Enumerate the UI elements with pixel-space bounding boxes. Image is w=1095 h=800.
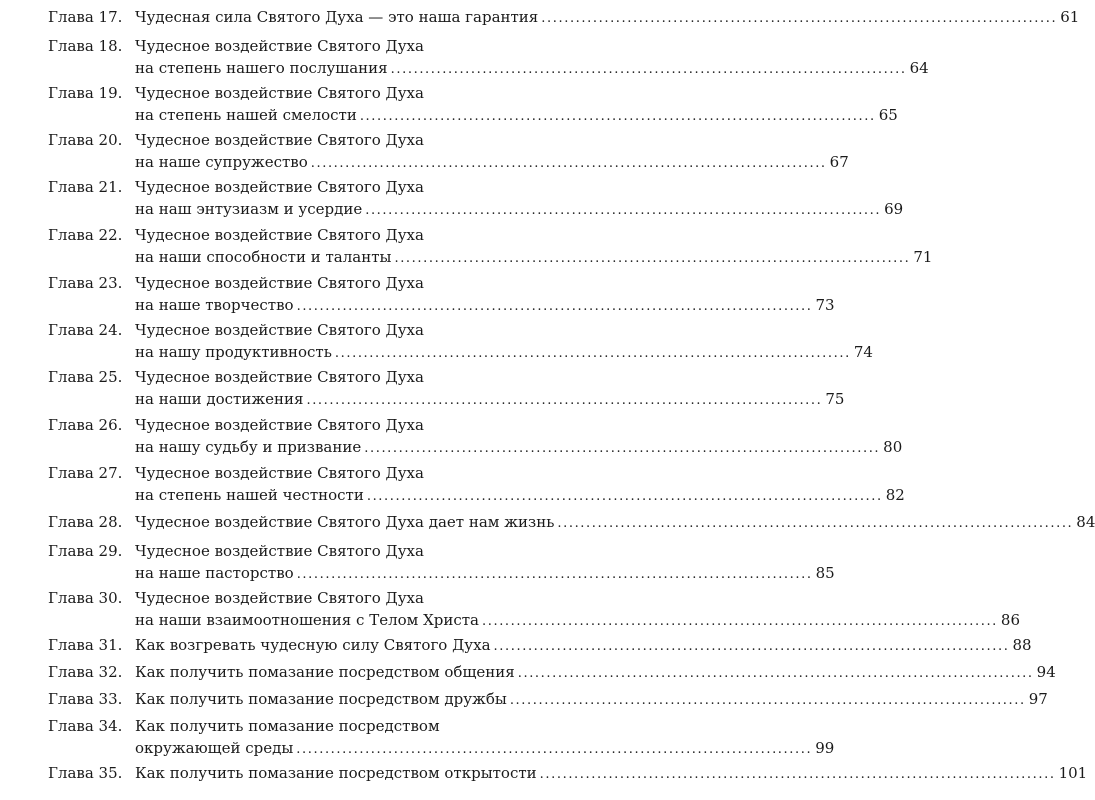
page-number: 61 (1060, 8, 1080, 26)
chapter-title (135, 587, 1021, 631)
chapter-title (135, 224, 933, 268)
chapter-title (135, 661, 1056, 683)
chapter-title-line: Чудесное воздействие Святого Духа (135, 368, 424, 386)
leader-dots: .......................................................................................... (296, 742, 813, 757)
chapter-title-text: Как получить помазание посредством открытости (135, 764, 537, 782)
chapter-title-line: Чудесное воздействие Святого Духа (135, 131, 424, 149)
chapter-title (135, 35, 929, 79)
chapter-number: Глава 34. (48, 717, 123, 735)
chapter-title-line: Чудесное воздействие Святого Духа (135, 416, 424, 434)
chapter-title-line (135, 609, 1021, 631)
page-number: 101 (1058, 764, 1088, 782)
chapter-title (135, 414, 903, 458)
chapter-title-line: Чудесное воздействие Святого Духа (135, 589, 424, 607)
chapter-number: Глава 17. (48, 8, 123, 26)
leader-dots: .......................................................................................... (509, 693, 1026, 708)
page-number: 99 (815, 739, 835, 757)
page-number: 73 (815, 296, 835, 314)
chapter-title-text: на нашу продуктивность (135, 343, 332, 361)
chapter-number: Глава 19. (48, 84, 123, 102)
leader-dots: .......................................................................................... (541, 11, 1058, 26)
chapter-title-line: Чудесное воздействие Святого Духа (135, 321, 424, 339)
chapter-title (135, 366, 845, 410)
chapter-number: Глава 21. (48, 178, 123, 196)
chapter-title (135, 272, 835, 316)
chapter-title-text: Как получить помазание посредством общения (135, 663, 515, 681)
page-number: 69 (884, 200, 904, 218)
chapter-title-text: на наше супружество (135, 153, 308, 171)
leader-dots: .......................................................................................... (366, 489, 883, 504)
chapter-title-line (135, 762, 1088, 784)
chapter-title-text: Чудесная сила Святого Духа — это наша гарантия (135, 8, 539, 26)
leader-dots: .......................................................................................... (365, 203, 882, 218)
chapter-number: Глава 24. (48, 321, 123, 339)
chapter-title-line (135, 388, 845, 410)
page-number: 94 (1036, 663, 1056, 681)
chapter-number: Глава 22. (48, 226, 123, 244)
leader-dots: .......................................................................................... (310, 156, 827, 171)
chapter-title-text: на нашу судьбу и призвание (135, 438, 362, 456)
chapter-title (135, 319, 873, 363)
chapter-title-line (135, 151, 849, 173)
chapter-title-text: на наши способности и таланты (135, 248, 392, 266)
chapter-title-text: на наши достижения (135, 390, 304, 408)
page-number: 85 (815, 564, 835, 582)
chapter-title-line (135, 511, 1095, 533)
chapter-title-line: Чудесное воздействие Святого Духа (135, 464, 424, 482)
chapter-title (135, 762, 1088, 784)
chapter-number: Глава 26. (48, 416, 123, 434)
page-number: 97 (1028, 690, 1048, 708)
chapter-title-line: Чудесное воздействие Святого Духа (135, 178, 424, 196)
leader-dots: .......................................................................................... (306, 393, 823, 408)
chapter-title (135, 715, 835, 759)
chapter-title-text: на наше пасторство (135, 564, 294, 582)
chapter-title (135, 511, 1095, 533)
chapter-number: Глава 33. (48, 690, 123, 708)
chapter-title-line: Чудесное воздействие Святого Духа (135, 226, 424, 244)
chapter-title-line (135, 57, 929, 79)
page-number: 71 (913, 248, 933, 266)
chapter-title-text: на наш энтузиазм и усердие (135, 200, 363, 218)
leader-dots: .......................................................................................... (482, 614, 998, 629)
chapter-title-line (135, 294, 835, 316)
page-number: 80 (883, 438, 903, 456)
chapter-title-line (135, 6, 1080, 28)
chapter-title-text: на степень нашей честности (135, 486, 364, 504)
chapter-title-line: Чудесное воздействие Святого Духа (135, 542, 424, 560)
chapter-number: Глава 18. (48, 37, 123, 55)
chapter-title (135, 462, 905, 506)
chapter-title-line (135, 104, 898, 126)
chapter-title (135, 540, 835, 584)
chapter-number: Глава 30. (48, 589, 123, 607)
chapter-title (135, 634, 1032, 656)
chapter-title-line (135, 341, 873, 363)
chapter-number: Глава 25. (48, 368, 123, 386)
leader-dots: .......................................................................................... (539, 767, 1056, 782)
chapter-title-line (135, 198, 904, 220)
leader-dots: .......................................................................................... (296, 567, 813, 582)
leader-dots: .......................................................................................... (364, 441, 881, 456)
chapter-title-line: Как получить помазание посредством (135, 717, 440, 735)
leader-dots: .......................................................................................... (493, 639, 1010, 654)
chapter-title (135, 129, 849, 173)
chapter-title (135, 688, 1048, 710)
chapter-title (135, 176, 904, 220)
chapter-title-text: окружающей среды (135, 739, 294, 757)
leader-dots: .......................................................................................... (557, 516, 1074, 531)
chapter-number: Глава 29. (48, 542, 123, 560)
chapter-title-line: Чудесное воздействие Святого Духа (135, 84, 424, 102)
chapter-number: Глава 28. (48, 513, 123, 531)
chapter-title-text: на степень нашего послушания (135, 59, 388, 77)
page-number: 86 (1000, 611, 1021, 629)
page-number: 65 (878, 106, 898, 124)
chapter-title-line (135, 562, 835, 584)
chapter-title-line (135, 634, 1032, 656)
leader-dots: .......................................................................................... (359, 109, 876, 124)
chapter-title-line (135, 661, 1056, 683)
page-number: 74 (853, 343, 873, 361)
chapter-number: Глава 20. (48, 131, 123, 149)
chapter-title-line: Чудесное воздействие Святого Духа (135, 274, 424, 292)
chapter-title-text: на наше творчество (135, 296, 294, 314)
chapter-number: Глава 32. (48, 663, 123, 681)
chapter-title (135, 6, 1080, 28)
chapter-title-text: Чудесное воздействие Святого Духа дает нам жизнь (135, 513, 555, 531)
page-number: 75 (825, 390, 845, 408)
page-number: 84 (1076, 513, 1095, 531)
chapter-number: Глава 31. (48, 636, 123, 654)
chapter-title-text: на наши взаимоотношения с Телом Христа (135, 611, 479, 629)
chapter-title-line: Чудесное воздействие Святого Духа (135, 37, 424, 55)
leader-dots: .......................................................................................... (296, 299, 813, 314)
chapter-title-line (135, 484, 905, 506)
chapter-title-line (135, 246, 933, 268)
chapter-number: Глава 23. (48, 274, 123, 292)
chapter-title (135, 82, 898, 126)
chapter-number: Глава 35. (48, 764, 123, 782)
leader-dots: .......................................................................................... (517, 666, 1034, 681)
chapter-title-text: на степень нашей смелости (135, 106, 357, 124)
chapter-title-line (135, 688, 1048, 710)
page-number: 88 (1012, 636, 1032, 654)
chapter-title-text: Как возгревать чудесную силу Святого Духа (135, 636, 491, 654)
page-number: 82 (885, 486, 905, 504)
leader-dots: .......................................................................................... (390, 62, 907, 77)
leader-dots: .......................................................................................... (334, 346, 851, 361)
chapter-number: Глава 27. (48, 464, 123, 482)
chapter-title-line (135, 436, 903, 458)
leader-dots: .......................................................................................... (394, 251, 911, 266)
page-number: 67 (829, 153, 849, 171)
chapter-title-line (135, 737, 835, 759)
chapter-title-text: Как получить помазание посредством дружбы (135, 690, 507, 708)
page-number: 64 (909, 59, 929, 77)
